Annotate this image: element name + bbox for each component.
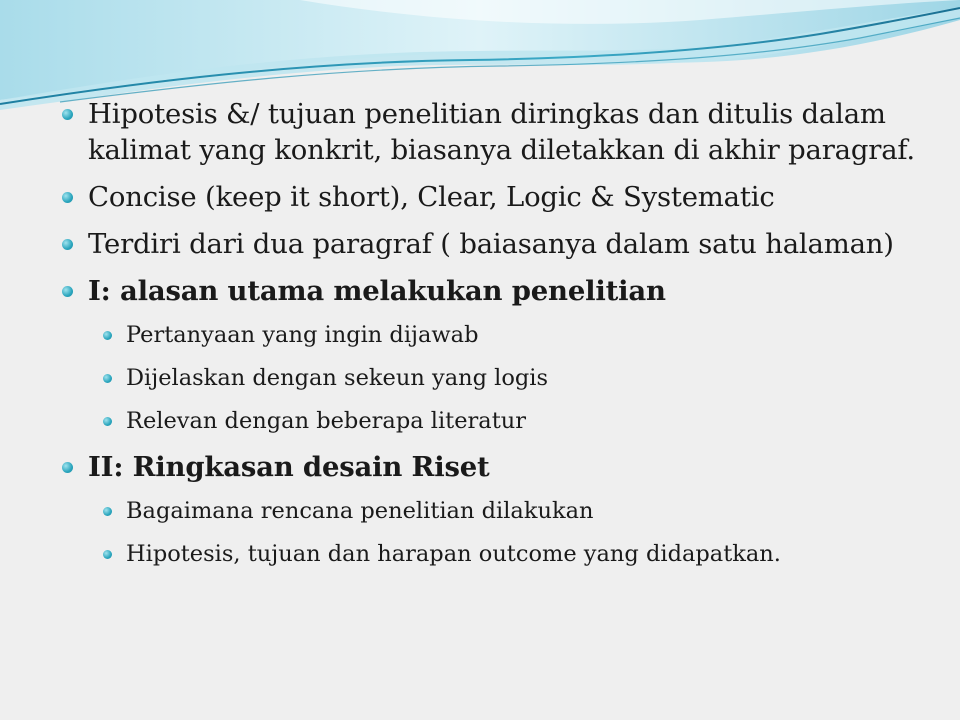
bullet-concise [62, 179, 942, 215]
sub-bullet-text: Hipotesis, tujuan dan harapan outcome yang didapatkan. [126, 541, 781, 567]
sub-bullet-text: Dijelaskan dengan sekeun yang logis [126, 365, 549, 391]
bullet-dot-icon [103, 550, 112, 559]
section-heading-2 [62, 449, 942, 485]
sub-bullet-text: Pertanyaan yang ingin dijawab [126, 322, 479, 348]
bullet-dot-icon [103, 417, 112, 426]
bullet-dot-icon [62, 109, 73, 120]
main-bullet-list [62, 96, 942, 309]
sub-bullet [62, 406, 942, 436]
sub-bullet-text: Bagaimana rencana penelitian dilakukan [126, 498, 594, 524]
bullet-text: Concise (keep it short), Clear, Logic & Systematic [88, 181, 775, 213]
section-heading-text: II: Ringkasan desain Riset [88, 451, 490, 483]
sub-bullet [62, 539, 942, 569]
section-2-list [62, 449, 942, 485]
bullet-hipotesis [62, 96, 942, 168]
bullet-dot-icon [62, 462, 73, 473]
sub-bullet [62, 320, 942, 350]
section-2-sublist [62, 496, 942, 569]
bullet-dot-icon [103, 374, 112, 383]
section-heading-text: I: alasan utama melakukan penelitian [88, 275, 666, 307]
sub-bullet [62, 496, 942, 526]
bullet-dot-icon [103, 507, 112, 516]
bullet-text: Hipotesis &/ tujuan penelitian diringkas dan ditulis dalam kalimat yang konkrit, biasanya diletakkan di akhir paragraf. [88, 98, 915, 166]
bullet-text: Terdiri dari dua paragraf ( baiasanya dalam satu halaman) [88, 228, 894, 260]
section-1-sublist [62, 320, 942, 436]
bullet-dot-icon [62, 192, 73, 203]
slide-content [62, 96, 942, 582]
bullet-terdiri [62, 226, 942, 262]
sub-bullet-text: Relevan dengan beberapa literatur [126, 408, 526, 434]
bullet-dot-icon [103, 331, 112, 340]
bullet-dot-icon [62, 286, 73, 297]
sub-bullet [62, 363, 942, 393]
section-heading-1 [62, 273, 942, 309]
bullet-dot-icon [62, 239, 73, 250]
